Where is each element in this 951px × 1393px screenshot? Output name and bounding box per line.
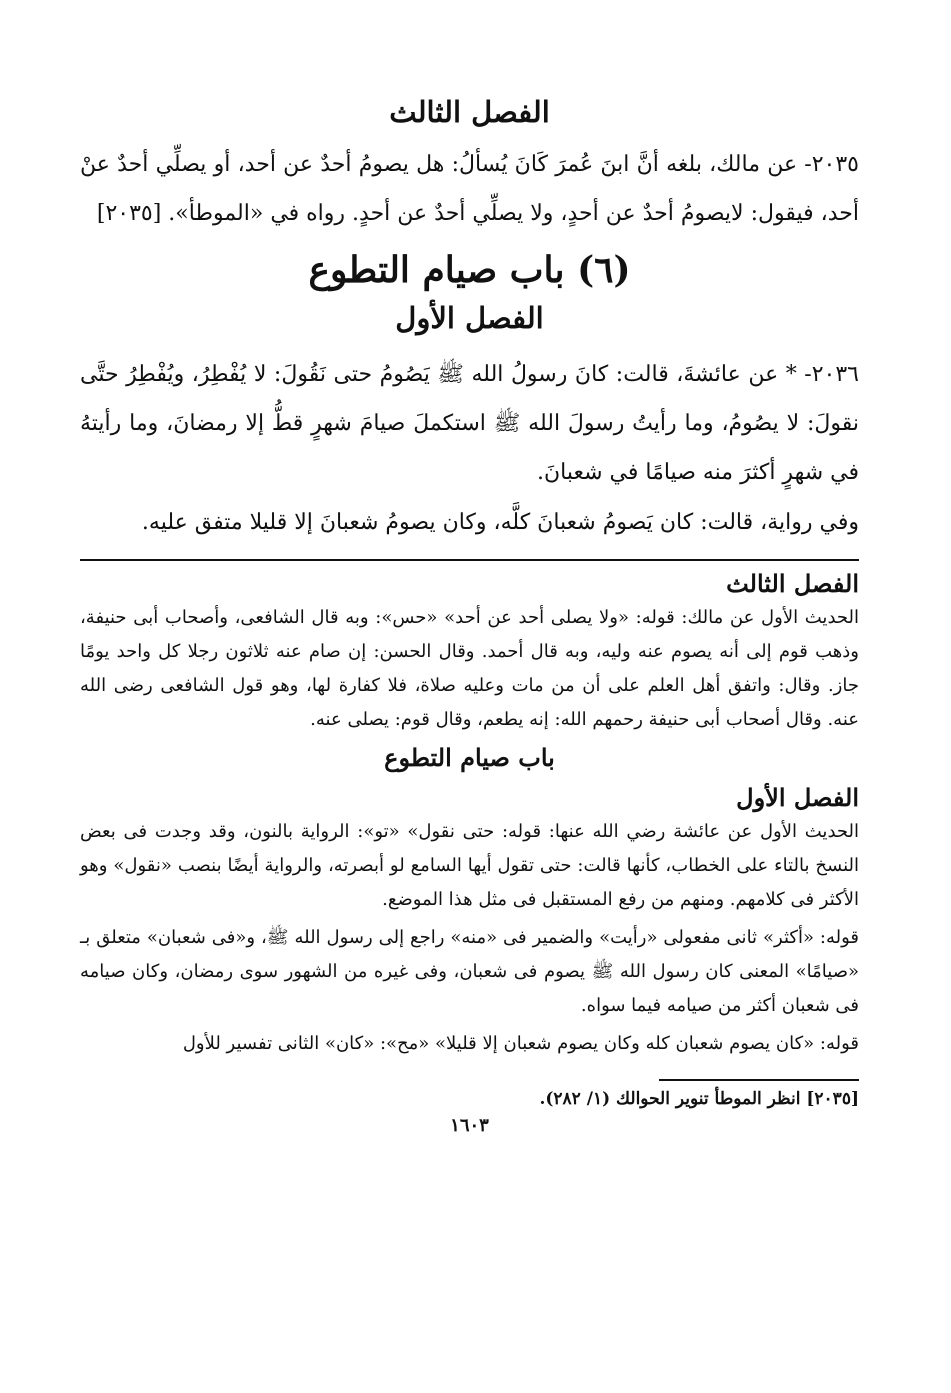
riwaya-text: وفي رواية، قالت: كان يَصومُ شعبانَ كلَّه، وكان يصومُ شعبانَ إلا قليلا متفق عليه.: [141, 510, 859, 535]
commentary-para-1: الحديث الأول عن مالك: قوله: «ولا يصلى أحد عن أحد» «حس»: وبه قال الشافعى، وأصحاب أبى حنيفة، وذهب قوم إلى أنه يصوم عنه وليه، وبه قال أحمد. وقال الحسن: إن صام عنه ثلاثون رجلا كل واحد يومًا جاز. وقال: واتفق أهل العلم على أن من مات وعليه صلاة، فلا كفارة لها، وهو قول الشافعى رضى الله عنه. وقال أصحاب أبى حنيفة رحمهم الله: إنه يطعم، وقال قوم: يصلى عنه.: [80, 607, 859, 730]
footnote: [٢٠٣٥] انظر الموطأ تنوير الحوالك (١/ ٢٨٢).: [539, 1089, 859, 1109]
commentary-para-4: قوله: «كان يصوم شعبان كله وكان يصوم شعبان إلا قليلا» «مح»: «كان» الثانى تفسير للأول: [182, 1033, 859, 1054]
hadith-2035: ٢٠٣٥- عن مالك، بلغه أنَّ ابنَ عُمرَ كَانَ يُسألُ: هل يصومُ أحدٌ عن أحد، أو يصلِّي أحدٌ عنْ أحد، فيقول: لايصومُ أحدٌ عن أحدٍ، ولا يصلِّي أحدٌ عن أحدٍ. رواه في «الموطأ». [٢٠٣٥]: [80, 152, 859, 226]
hadith-2036: ٢٠٣٦- * عن عائشةَ، قالت: كانَ رسولُ الله ﷺ يَصُومُ حتى نَقُولَ: لا يُفْطِرُ، ويُفْطِرُ حتَّى نقولَ: لا يصُومُ، وما رأيتُ رسولَ الله ﷺ استكملَ صيامَ شهرٍ قطُّ إلا رمضانَ، وما رأيتهُ في شهرٍ أكثرَ منه صيامًا في شعبانَ.: [80, 362, 859, 485]
section-3-title: الفصل الثالث: [389, 95, 550, 129]
page-number: ١٦٠٣: [450, 1115, 489, 1136]
commentary-heading-1: الفصل الأول: [736, 783, 859, 812]
bab-title: (٦) باب صيام التطوع: [308, 249, 631, 291]
top-margin: [80, 0, 859, 94]
commentary-bab-title: باب صيام التطوع: [384, 743, 555, 772]
commentary-para-2: الحديث الأول عن عائشة رضي الله عنها: قوله: حتى نقول» «تو»: الرواية بالنون، وقد وجدت فى بعض النسخ بالتاء على الخطاب، كأنها قالت: حتى تقول أيها السامع لو أبصرته، والرواية أيضًا بنصب «نقول» وهو الأكثر فى كلامهم. ومنهم من رفع المستقبل فى مثل هذا الموضع.: [80, 821, 859, 910]
section-1-title: الفصل الأول: [395, 301, 544, 335]
commentary-heading-3: الفصل الثالث: [726, 569, 859, 598]
commentary-para-3: قوله: «أكثر» ثانى مفعولى «رأيت» والضمير فى «منه» راجع إلى رسول الله ﷺ، و«فى شعبان» متعلق بـ «صيامًا» المعنى كان رسول الله ﷺ يصوم فى شعبان، وفى غيره من الشهور سوى رمضان، وكان صيامه فى شعبان أكثر من صيامه فيما سواه.: [80, 927, 859, 1016]
